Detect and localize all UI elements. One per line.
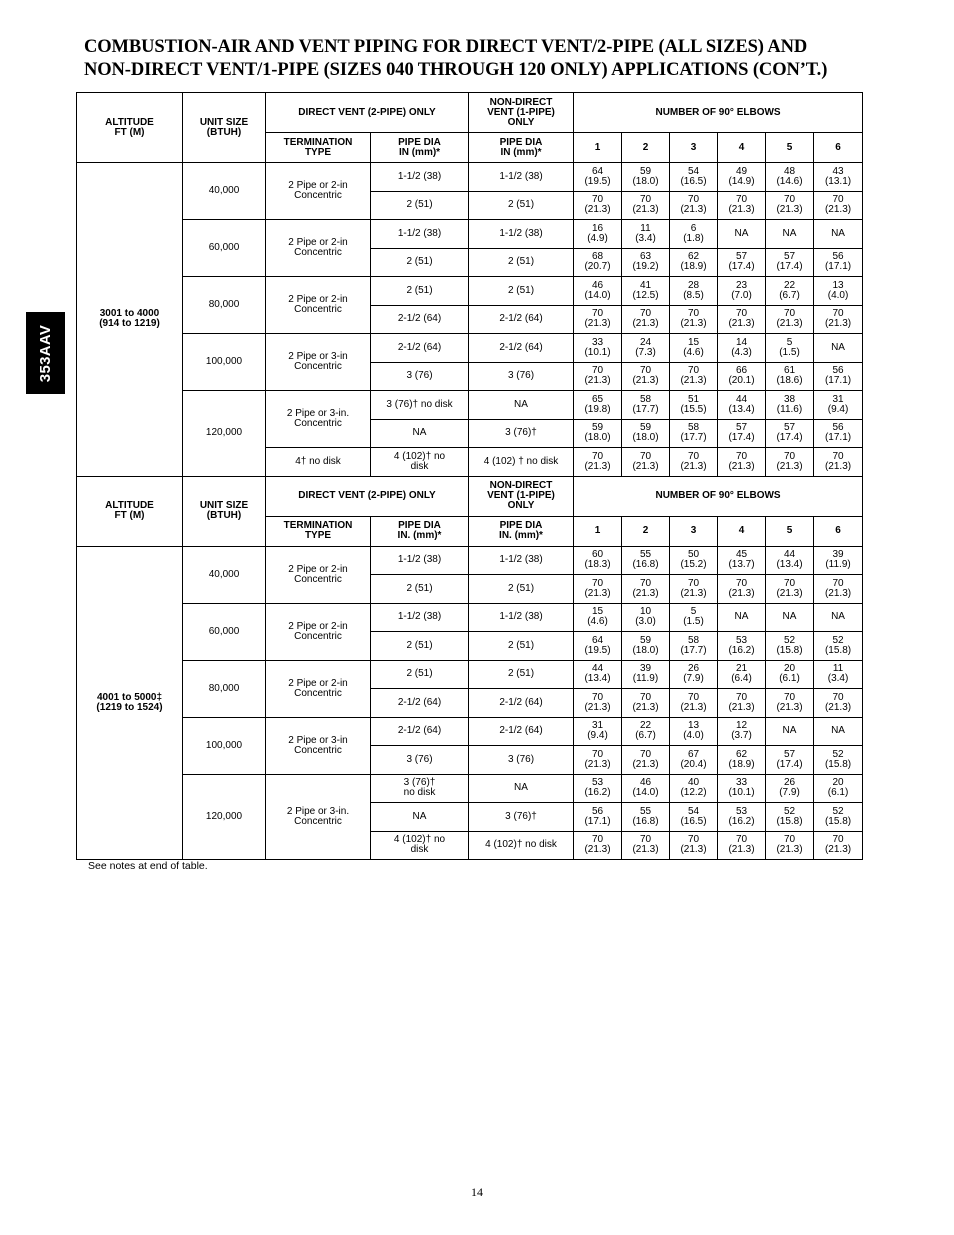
max-pipe-length-cell: 44 (13.4) bbox=[718, 391, 766, 420]
max-pipe-length-cell: 70 (21.3) bbox=[574, 746, 622, 775]
max-pipe-length-cell: 12 (3.7) bbox=[718, 717, 766, 746]
max-pipe-length-cell: 70 (21.3) bbox=[766, 689, 814, 718]
max-pipe-length-cell: 41 (12.5) bbox=[622, 277, 670, 306]
max-pipe-length-cell: 70 (21.3) bbox=[718, 448, 766, 477]
pipe-dia-non-direct-cell: 1-1/2 (38) bbox=[469, 603, 574, 632]
max-pipe-length-cell: NA bbox=[718, 603, 766, 632]
pipe-dia-non-direct-header: PIPE DIA IN (mm)* bbox=[469, 133, 574, 163]
max-pipe-length-cell: 23 (7.0) bbox=[718, 277, 766, 306]
pipe-dia-direct-header: PIPE DIA IN. (mm)* bbox=[371, 516, 469, 546]
max-pipe-length-cell: 70 (21.3) bbox=[622, 191, 670, 220]
elbow-count-header: 1 bbox=[574, 133, 622, 163]
max-pipe-length-cell: 70 (21.3) bbox=[670, 448, 718, 477]
max-pipe-length-cell: 10 (3.0) bbox=[622, 603, 670, 632]
unit-size-cell: 80,000 bbox=[183, 277, 266, 334]
max-pipe-length-cell: 13 (4.0) bbox=[670, 717, 718, 746]
table-note: See notes at end of table. bbox=[88, 860, 208, 872]
max-pipe-length-cell: NA bbox=[814, 334, 863, 363]
table-row bbox=[77, 717, 863, 746]
max-pipe-length-cell: 26 (7.9) bbox=[766, 774, 814, 803]
max-pipe-length-cell: 54 (16.5) bbox=[670, 163, 718, 192]
max-pipe-length-cell: 70 (21.3) bbox=[814, 831, 863, 860]
pipe-dia-non-direct-cell: 2-1/2 (64) bbox=[469, 334, 574, 363]
max-pipe-length-cell: 59 (18.0) bbox=[622, 163, 670, 192]
pipe-dia-non-direct-cell: 3 (76)† bbox=[469, 803, 574, 832]
max-pipe-length-cell: 65 (19.8) bbox=[574, 391, 622, 420]
max-pipe-length-cell: 70 (21.3) bbox=[622, 448, 670, 477]
max-pipe-length-cell: 20 (6.1) bbox=[766, 660, 814, 689]
table-row bbox=[77, 334, 863, 363]
max-pipe-length-cell: 57 (17.4) bbox=[718, 248, 766, 277]
elbow-count-header: 2 bbox=[622, 133, 670, 163]
max-pipe-length-cell: 33 (10.1) bbox=[718, 774, 766, 803]
max-pipe-length-cell: 64 (19.5) bbox=[574, 163, 622, 192]
unit-size-cell: 60,000 bbox=[183, 603, 266, 660]
max-pipe-length-cell: 70 (21.3) bbox=[718, 305, 766, 334]
unit-size-cell: 40,000 bbox=[183, 163, 266, 220]
max-pipe-length-cell: 48 (14.6) bbox=[766, 163, 814, 192]
max-pipe-length-cell: 5 (1.5) bbox=[766, 334, 814, 363]
unit-size-cell: 120,000 bbox=[183, 774, 266, 860]
max-pipe-length-cell: 62 (18.9) bbox=[718, 746, 766, 775]
altitude-range-cell: 3001 to 4000 (914 to 1219) bbox=[77, 163, 183, 477]
pipe-dia-direct-cell: 2-1/2 (64) bbox=[371, 689, 469, 718]
max-pipe-length-cell: 46 (14.0) bbox=[622, 774, 670, 803]
max-pipe-length-cell: 56 (17.1) bbox=[814, 248, 863, 277]
title-line-2: NON-DIRECT VENT/1-PIPE (SIZES 040 THROUGH 120 ONLY) APPLICATIONS (CON’T.) bbox=[84, 60, 828, 80]
max-pipe-length-cell: 45 (13.7) bbox=[718, 546, 766, 575]
pipe-dia-non-direct-cell: 2 (51) bbox=[469, 660, 574, 689]
max-pipe-length-cell: 70 (21.3) bbox=[766, 305, 814, 334]
elbow-count-header: 4 bbox=[718, 516, 766, 546]
max-pipe-length-cell: 70 (21.3) bbox=[670, 575, 718, 604]
non-direct-vent-header: NON-DIRECT VENT (1-PIPE) ONLY bbox=[469, 93, 574, 133]
pipe-dia-non-direct-header: PIPE DIA IN. (mm)* bbox=[469, 516, 574, 546]
pipe-dia-direct-cell: 3 (76) bbox=[371, 746, 469, 775]
max-pipe-length-cell: 70 (21.3) bbox=[622, 362, 670, 391]
max-pipe-length-cell: 70 (21.3) bbox=[670, 831, 718, 860]
max-pipe-length-cell: 28 (8.5) bbox=[670, 277, 718, 306]
max-pipe-length-cell: 70 (21.3) bbox=[718, 191, 766, 220]
pipe-dia-direct-cell: 3 (76)† no disk bbox=[371, 774, 469, 803]
max-pipe-length-cell: 39 (11.9) bbox=[622, 660, 670, 689]
elbow-count-header: 1 bbox=[574, 516, 622, 546]
pipe-dia-non-direct-cell: 1-1/2 (38) bbox=[469, 220, 574, 249]
model-side-tab-label: 353AAV bbox=[37, 324, 55, 382]
max-pipe-length-cell: 56 (17.1) bbox=[814, 419, 863, 448]
elbow-count-header: 4 bbox=[718, 133, 766, 163]
pipe-dia-non-direct-cell: 2 (51) bbox=[469, 277, 574, 306]
pipe-dia-direct-cell: NA bbox=[371, 419, 469, 448]
pipe-dia-non-direct-cell: 2 (51) bbox=[469, 191, 574, 220]
max-pipe-length-cell: 11 (3.4) bbox=[622, 220, 670, 249]
pipe-dia-non-direct-cell: 3 (76) bbox=[469, 746, 574, 775]
max-pipe-length-cell: NA bbox=[766, 717, 814, 746]
max-pipe-length-cell: 21 (6.4) bbox=[718, 660, 766, 689]
max-pipe-length-cell: 70 (21.3) bbox=[814, 448, 863, 477]
max-pipe-length-cell: 39 (11.9) bbox=[814, 546, 863, 575]
max-pipe-length-cell: 40 (12.2) bbox=[670, 774, 718, 803]
pipe-dia-non-direct-cell: 2-1/2 (64) bbox=[469, 717, 574, 746]
pipe-dia-non-direct-cell: 2 (51) bbox=[469, 248, 574, 277]
max-pipe-length-cell: 15 (4.6) bbox=[670, 334, 718, 363]
max-pipe-length-cell: 67 (20.4) bbox=[670, 746, 718, 775]
max-pipe-length-cell: 70 (21.3) bbox=[574, 831, 622, 860]
max-pipe-length-cell: 70 (21.3) bbox=[670, 191, 718, 220]
max-pipe-length-cell: 70 (21.3) bbox=[622, 746, 670, 775]
max-pipe-length-cell: 55 (16.8) bbox=[622, 803, 670, 832]
pipe-dia-direct-cell: 2-1/2 (64) bbox=[371, 305, 469, 334]
termination-type-cell: 2 Pipe or 2-in Concentric bbox=[266, 660, 371, 717]
max-pipe-length-cell: NA bbox=[814, 220, 863, 249]
elbow-count-header: 2 bbox=[622, 516, 670, 546]
termination-type-cell: 2 Pipe or 2-in Concentric bbox=[266, 546, 371, 603]
max-pipe-length-cell: NA bbox=[766, 220, 814, 249]
max-pipe-length-cell: 70 (21.3) bbox=[670, 689, 718, 718]
max-pipe-length-cell: 43 (13.1) bbox=[814, 163, 863, 192]
max-pipe-length-cell: 52 (15.8) bbox=[814, 803, 863, 832]
pipe-dia-direct-cell: 2 (51) bbox=[371, 575, 469, 604]
pipe-dia-direct-cell: 2 (51) bbox=[371, 277, 469, 306]
termination-type-cell: 2 Pipe or 2-in Concentric bbox=[266, 163, 371, 220]
pipe-dia-non-direct-cell: NA bbox=[469, 391, 574, 420]
pipe-dia-non-direct-cell: 2-1/2 (64) bbox=[469, 305, 574, 334]
max-pipe-length-cell: 57 (17.4) bbox=[766, 419, 814, 448]
max-pipe-length-cell: 70 (21.3) bbox=[766, 191, 814, 220]
termination-type-cell: 2 Pipe or 2-in Concentric bbox=[266, 220, 371, 277]
max-pipe-length-cell: 5 (1.5) bbox=[670, 603, 718, 632]
pipe-dia-direct-cell: 2 (51) bbox=[371, 660, 469, 689]
max-pipe-length-cell: 63 (19.2) bbox=[622, 248, 670, 277]
max-pipe-length-cell: 22 (6.7) bbox=[766, 277, 814, 306]
table-row bbox=[77, 660, 863, 689]
pipe-dia-direct-cell: 4 (102)† no disk bbox=[371, 831, 469, 860]
max-pipe-length-cell: NA bbox=[814, 603, 863, 632]
max-pipe-length-cell: 70 (21.3) bbox=[622, 575, 670, 604]
max-pipe-length-cell: 70 (21.3) bbox=[814, 575, 863, 604]
elbow-count-header: 6 bbox=[814, 133, 863, 163]
pipe-dia-non-direct-cell: 2 (51) bbox=[469, 632, 574, 661]
max-pipe-length-cell: 70 (21.3) bbox=[766, 575, 814, 604]
unit-size-cell: 60,000 bbox=[183, 220, 266, 277]
termination-type-cell: 2 Pipe or 3-in. Concentric bbox=[266, 391, 371, 448]
table-row bbox=[77, 774, 863, 803]
max-pipe-length-cell: 70 (21.3) bbox=[622, 831, 670, 860]
pipe-dia-non-direct-cell: NA bbox=[469, 774, 574, 803]
termination-type-cell: 2 Pipe or 3-in Concentric bbox=[266, 334, 371, 391]
table-row bbox=[77, 546, 863, 575]
max-pipe-length-cell: 58 (17.7) bbox=[622, 391, 670, 420]
max-pipe-length-cell: 70 (21.3) bbox=[766, 831, 814, 860]
pipe-dia-direct-cell: 1-1/2 (38) bbox=[371, 603, 469, 632]
max-pipe-length-cell: 38 (11.6) bbox=[766, 391, 814, 420]
max-pipe-length-cell: 70 (21.3) bbox=[574, 575, 622, 604]
elbow-count-header: 3 bbox=[670, 133, 718, 163]
unit-size-cell: 80,000 bbox=[183, 660, 266, 717]
pipe-dia-non-direct-cell: 4 (102)† no disk bbox=[469, 831, 574, 860]
pipe-dia-direct-cell: 2-1/2 (64) bbox=[371, 334, 469, 363]
max-pipe-length-cell: 70 (21.3) bbox=[622, 689, 670, 718]
max-pipe-length-cell: 70 (21.3) bbox=[574, 689, 622, 718]
title-line-1: COMBUSTION-AIR AND VENT PIPING FOR DIRECT VENT/2-PIPE (ALL SIZES) AND bbox=[84, 37, 808, 57]
max-pipe-length-cell: 51 (15.5) bbox=[670, 391, 718, 420]
max-pipe-length-cell: 52 (15.8) bbox=[814, 746, 863, 775]
max-pipe-length-cell: 44 (13.4) bbox=[766, 546, 814, 575]
direct-vent-header: DIRECT VENT (2-PIPE) ONLY bbox=[266, 476, 469, 516]
termination-type-cell: 2 Pipe or 2-in Concentric bbox=[266, 277, 371, 334]
termination-type-header: TERMINATION TYPE bbox=[266, 133, 371, 163]
direct-vent-header: DIRECT VENT (2-PIPE) ONLY bbox=[266, 93, 469, 133]
max-pipe-length-cell: 11 (3.4) bbox=[814, 660, 863, 689]
pipe-dia-non-direct-cell: 3 (76)† bbox=[469, 419, 574, 448]
max-pipe-length-cell: NA bbox=[718, 220, 766, 249]
pipe-dia-direct-cell: 2 (51) bbox=[371, 632, 469, 661]
max-pipe-length-cell: 70 (21.3) bbox=[574, 362, 622, 391]
elbow-count-header: 3 bbox=[670, 516, 718, 546]
pipe-dia-direct-cell: NA bbox=[371, 803, 469, 832]
header-row bbox=[77, 93, 863, 133]
unit-size-cell: 120,000 bbox=[183, 391, 266, 477]
pipe-dia-direct-cell: 1-1/2 (38) bbox=[371, 546, 469, 575]
max-pipe-length-cell: 24 (7.3) bbox=[622, 334, 670, 363]
pipe-dia-non-direct-cell: 1-1/2 (38) bbox=[469, 546, 574, 575]
max-pipe-length-cell: 53 (16.2) bbox=[718, 632, 766, 661]
max-pipe-length-cell: 26 (7.9) bbox=[670, 660, 718, 689]
max-pipe-length-cell: 70 (21.3) bbox=[574, 448, 622, 477]
max-pipe-length-cell: 70 (21.3) bbox=[574, 191, 622, 220]
pipe-dia-non-direct-cell: 1-1/2 (38) bbox=[469, 163, 574, 192]
unit-size-cell: 100,000 bbox=[183, 334, 266, 391]
pipe-dia-direct-cell: 4 (102)† no disk bbox=[371, 448, 469, 477]
max-pipe-length-cell: 53 (16.2) bbox=[718, 803, 766, 832]
max-pipe-length-cell: 6 (1.8) bbox=[670, 220, 718, 249]
pipe-dia-direct-cell: 2 (51) bbox=[371, 248, 469, 277]
max-pipe-length-cell: 20 (6.1) bbox=[814, 774, 863, 803]
max-pipe-length-cell: 60 (18.3) bbox=[574, 546, 622, 575]
max-pipe-length-cell: 64 (19.5) bbox=[574, 632, 622, 661]
max-pipe-length-cell: 52 (15.8) bbox=[766, 803, 814, 832]
elbow-count-header: 5 bbox=[766, 516, 814, 546]
max-pipe-length-cell: 70 (21.3) bbox=[718, 689, 766, 718]
max-pipe-length-cell: 70 (21.3) bbox=[718, 831, 766, 860]
unit-size-header: UNIT SIZE (BTUH) bbox=[183, 93, 266, 163]
max-pipe-length-cell: 66 (20.1) bbox=[718, 362, 766, 391]
max-pipe-length-cell: 62 (18.9) bbox=[670, 248, 718, 277]
max-pipe-length-cell: 56 (17.1) bbox=[574, 803, 622, 832]
max-pipe-length-cell: 59 (18.0) bbox=[574, 419, 622, 448]
max-pipe-length-cell: 70 (21.3) bbox=[814, 305, 863, 334]
table-row bbox=[77, 163, 863, 192]
elbow-count-header: 5 bbox=[766, 133, 814, 163]
altitude-header: ALTITUDE FT (M) bbox=[77, 476, 183, 546]
max-pipe-length-cell: 54 (16.5) bbox=[670, 803, 718, 832]
table-row bbox=[77, 603, 863, 632]
max-pipe-length-cell: 53 (16.2) bbox=[574, 774, 622, 803]
altitude-range-cell: 4001 to 5000‡ (1219 to 1524) bbox=[77, 546, 183, 860]
altitude-header: ALTITUDE FT (M) bbox=[77, 93, 183, 163]
pipe-dia-direct-cell: 2-1/2 (64) bbox=[371, 717, 469, 746]
termination-type-header: TERMINATION TYPE bbox=[266, 516, 371, 546]
max-pipe-length-cell: 50 (15.2) bbox=[670, 546, 718, 575]
max-pipe-length-cell: NA bbox=[814, 717, 863, 746]
max-pipe-length-cell: 58 (17.7) bbox=[670, 632, 718, 661]
pipe-dia-direct-cell: 1-1/2 (38) bbox=[371, 220, 469, 249]
pipe-dia-non-direct-cell: 4 (102) † no disk bbox=[469, 448, 574, 477]
max-pipe-length-cell: 57 (17.4) bbox=[766, 248, 814, 277]
max-pipe-length-cell: 70 (21.3) bbox=[670, 362, 718, 391]
max-pipe-length-cell: 46 (14.0) bbox=[574, 277, 622, 306]
max-pipe-length-cell: 56 (17.1) bbox=[814, 362, 863, 391]
table-row bbox=[77, 277, 863, 306]
termination-type-cell: 4† no disk bbox=[266, 448, 371, 477]
max-pipe-length-cell: 61 (18.6) bbox=[766, 362, 814, 391]
max-pipe-length-cell: 31 (9.4) bbox=[814, 391, 863, 420]
vent-piping-table bbox=[76, 92, 863, 860]
max-pipe-length-cell: 68 (20.7) bbox=[574, 248, 622, 277]
max-pipe-length-cell: 59 (18.0) bbox=[622, 419, 670, 448]
table-row bbox=[77, 220, 863, 249]
pipe-dia-direct-header: PIPE DIA IN (mm)* bbox=[371, 133, 469, 163]
pipe-dia-non-direct-cell: 2 (51) bbox=[469, 575, 574, 604]
max-pipe-length-cell: 70 (21.3) bbox=[766, 448, 814, 477]
unit-size-header: UNIT SIZE (BTUH) bbox=[183, 476, 266, 546]
max-pipe-length-cell: 58 (17.7) bbox=[670, 419, 718, 448]
max-pipe-length-cell: 70 (21.3) bbox=[574, 305, 622, 334]
max-pipe-length-cell: 52 (15.8) bbox=[766, 632, 814, 661]
pipe-dia-direct-cell: 3 (76)† no disk bbox=[371, 391, 469, 420]
model-side-tab bbox=[26, 312, 65, 394]
max-pipe-length-cell: 49 (14.9) bbox=[718, 163, 766, 192]
max-pipe-length-cell: 22 (6.7) bbox=[622, 717, 670, 746]
termination-type-cell: 2 Pipe or 3-in Concentric bbox=[266, 717, 371, 774]
termination-type-cell: 2 Pipe or 3-in. Concentric bbox=[266, 774, 371, 860]
pipe-dia-non-direct-cell: 3 (76) bbox=[469, 362, 574, 391]
max-pipe-length-cell: NA bbox=[766, 603, 814, 632]
max-pipe-length-cell: 70 (21.3) bbox=[670, 305, 718, 334]
max-pipe-length-cell: 16 (4.9) bbox=[574, 220, 622, 249]
pipe-dia-direct-cell: 1-1/2 (38) bbox=[371, 163, 469, 192]
elbows-header: NUMBER OF 90° ELBOWS bbox=[574, 93, 863, 133]
max-pipe-length-cell: 57 (17.4) bbox=[766, 746, 814, 775]
max-pipe-length-cell: 70 (21.3) bbox=[622, 305, 670, 334]
non-direct-vent-header: NON-DIRECT VENT (1-PIPE) ONLY bbox=[469, 476, 574, 516]
page-title bbox=[84, 36, 914, 82]
table-row bbox=[77, 391, 863, 420]
max-pipe-length-cell: 31 (9.4) bbox=[574, 717, 622, 746]
max-pipe-length-cell: 55 (16.8) bbox=[622, 546, 670, 575]
elbow-count-header: 6 bbox=[814, 516, 863, 546]
max-pipe-length-cell: 70 (21.3) bbox=[718, 575, 766, 604]
max-pipe-length-cell: 15 (4.6) bbox=[574, 603, 622, 632]
elbows-header: NUMBER OF 90° ELBOWS bbox=[574, 476, 863, 516]
max-pipe-length-cell: 57 (17.4) bbox=[718, 419, 766, 448]
unit-size-cell: 40,000 bbox=[183, 546, 266, 603]
pipe-dia-direct-cell: 2 (51) bbox=[371, 191, 469, 220]
pipe-dia-direct-cell: 3 (76) bbox=[371, 362, 469, 391]
max-pipe-length-cell: 70 (21.3) bbox=[814, 689, 863, 718]
termination-type-cell: 2 Pipe or 2-in Concentric bbox=[266, 603, 371, 660]
max-pipe-length-cell: 52 (15.8) bbox=[814, 632, 863, 661]
max-pipe-length-cell: 70 (21.3) bbox=[814, 191, 863, 220]
header-row bbox=[77, 476, 863, 516]
page-number: 14 bbox=[471, 1185, 483, 1199]
max-pipe-length-cell: 13 (4.0) bbox=[814, 277, 863, 306]
unit-size-cell: 100,000 bbox=[183, 717, 266, 774]
pipe-dia-non-direct-cell: 2-1/2 (64) bbox=[469, 689, 574, 718]
max-pipe-length-cell: 44 (13.4) bbox=[574, 660, 622, 689]
max-pipe-length-cell: 33 (10.1) bbox=[574, 334, 622, 363]
max-pipe-length-cell: 14 (4.3) bbox=[718, 334, 766, 363]
max-pipe-length-cell: 59 (18.0) bbox=[622, 632, 670, 661]
